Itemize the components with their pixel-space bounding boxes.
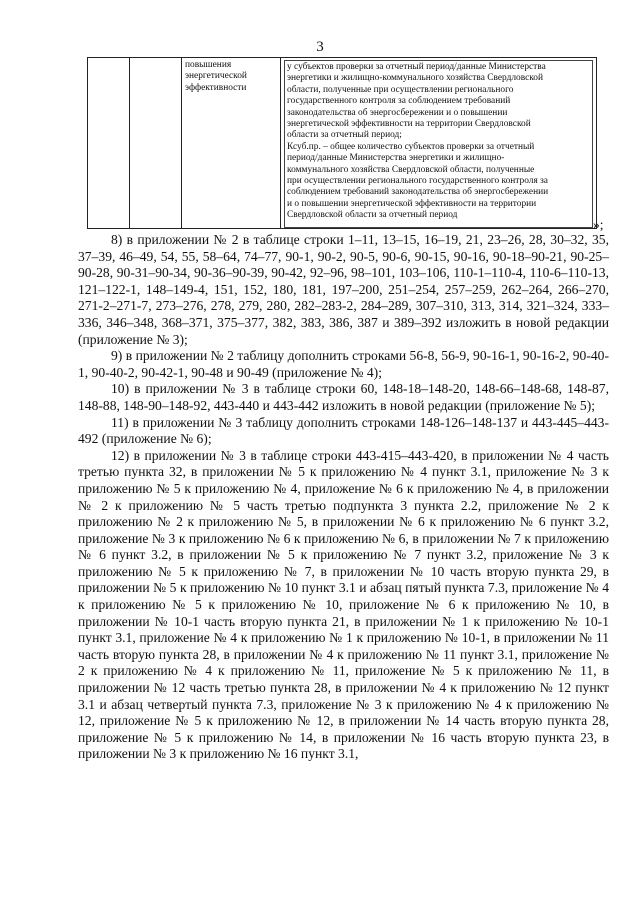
paragraph-item-11: 11) в приложении № 3 таблицу дополнить строками 148-126–148-137 и 443-445–443-492 (приложение № 6); — [78, 414, 609, 447]
table-cell-code — [130, 58, 182, 229]
paragraph-item-12: 12) в приложении № 3 в таблице строки 443-415–443-420, в приложении № 4 часть третью пункта 32, в приложении № 5 к приложению № 4 пункт 3.1, приложение № 3 к приложению № 5 к приложению № 4, приложение № 6 к приложению № 4, в приложении № 2 к приложению № 5 часть третью подпункта 3 пункта 2.2, приложение № 2 к приложению № 2 к приложению № 5, в приложении № 6 к приложению № 6 пункт 3.2, приложение № 3 к приложению № 6 к приложению № 6, в приложении № 7 к приложению № 6 пункт 3.2, в приложении № 5 к приложению № 7 пункт 3.2, приложение № 3 к приложению № 5 к приложению № 7, в приложении № 10 часть вторую пункта 29, в приложении № 5 к приложению № 10 пункт 3.1 и абзац пятый пункта 7.3, приложение № 4 к приложению № 5 к приложению № 10, приложение № 6 к приложению № 10, в приложении № 10-1 часть вторую пункта 21, в приложении № 1 к приложению № 10-1 пункт 3.1, приложение № 4 к приложению № 1 к приложению № 10-1, в приложении № 11 часть вторую пункта 28, в приложении № 4 к приложению № 11 пункт 3.1, приложение № 2 к приложению № 4 к приложению № 11, приложение № 5 к приложению № 11, в приложении № 12 часть третью пункта 28, в приложении № 4 к приложению № 12 пункт 3.1 и абзац четвертый пункта 7.3, приложение № 3 к приложению № 4 к приложению № 12, приложение № 5 к приложению № 12, в приложении № 14 часть вторую пункта 28, приложение № 5 к приложению № 14, в приложении № 16 часть вторую пункта 23, в приложении № 3 к приложению № 16 пункт 3.1, — [78, 447, 609, 762]
paragraph-item-9: 9) в приложении № 2 таблицу дополнить строками 56-8, 56-9, 90-16-1, 90-16-2, 90-40-1, 90-40-2, 90-42-1, 90-48 и 90-49 (приложение № 4); — [78, 348, 609, 380]
formula-line: у субъектов проверки за отчетный период/данные Министерства — [287, 62, 546, 72]
formula-line: законодательства об энергосбережении и о повышении — [287, 107, 508, 118]
document-body — [78, 232, 609, 763]
table-cell-indicator-name — [182, 58, 281, 229]
formula-line: энергетики и жилищно-коммунального хозяйства Свердловской — [287, 73, 544, 84]
indicator-name-line: повышения — [185, 60, 232, 70]
table-cell-formula-description — [281, 58, 597, 229]
indicator-name-line: энергетической — [185, 71, 247, 82]
formula-line: соблюдением требований законодательства об энергосбережении — [287, 187, 549, 198]
table-row — [88, 58, 597, 229]
formula-description-box — [284, 60, 593, 228]
formula-line: коммунального хозяйства Свердловской области, полученные — [287, 164, 535, 175]
formula-line: Ксуб.пр. – общее количество субъектов проверки за отчетный — [287, 141, 535, 152]
indicator-name-line: эффективности — [185, 82, 247, 93]
paragraph-item-8: 8) в приложении № 2 в таблице строки 1–11, 13–15, 16–19, 21, 23–26, 28, 30–32, 35, 37–39, 46–49, 54, 55, 58–64, 74–77, 90-1, 90-2, 90-5, 90-6, 90-15, 90-16, 90-18–90-21, 90-25–90-28, 90-31–90-34, 90-36–90-39, 90-42, 92–96, 98–101, 103–106, 110-1–110-4, 110-6–110-13, 121–122-1, 148–149-4, 151, 152, 180, 181, 197–200, 251–254, 257–259, 262–264, 266–270, 271-2–271-7, 273–276, 278, 279, 280, 282–283-2, 284–289, 307–310, 313, 314, 321–324, 333–336, 346–348, 368–371, 375–377, 382, 383, 386, 387 и 389–392 изложить в новой редакции (приложение № 3); — [78, 232, 609, 347]
indicator-table — [87, 57, 597, 229]
formula-line: и о повышении энергетической эффективности на территории — [287, 198, 537, 209]
formula-line: при осуществлении регионального государственного контроля за — [287, 176, 548, 187]
table-cell-number — [88, 58, 130, 229]
formula-line: энергетической эффективности на территории Свердловской — [287, 119, 531, 130]
formula-line: Свердловской области за отчетный период — [287, 210, 458, 221]
closing-quote: »; — [593, 217, 604, 232]
paragraph-item-10: 10) в приложении № 3 в таблице строки 60, 148-18–148-20, 148-66–148-68, 148-87, 148-88, 148-90–148-92, 443-440 и 443-442 изложить в новой редакции (приложение № 5); — [78, 381, 609, 413]
formula-line: области за отчетный период; — [287, 130, 402, 141]
indicator-table-fragment — [87, 57, 597, 229]
page-number: 3 — [316, 39, 324, 55]
formula-line: области, полученные при осуществлении регионального — [287, 84, 514, 95]
formula-line: период/данные Министерства энергетики и жилищно- — [287, 153, 505, 164]
formula-line: государственного контроля за соблюдением требований — [287, 96, 511, 107]
